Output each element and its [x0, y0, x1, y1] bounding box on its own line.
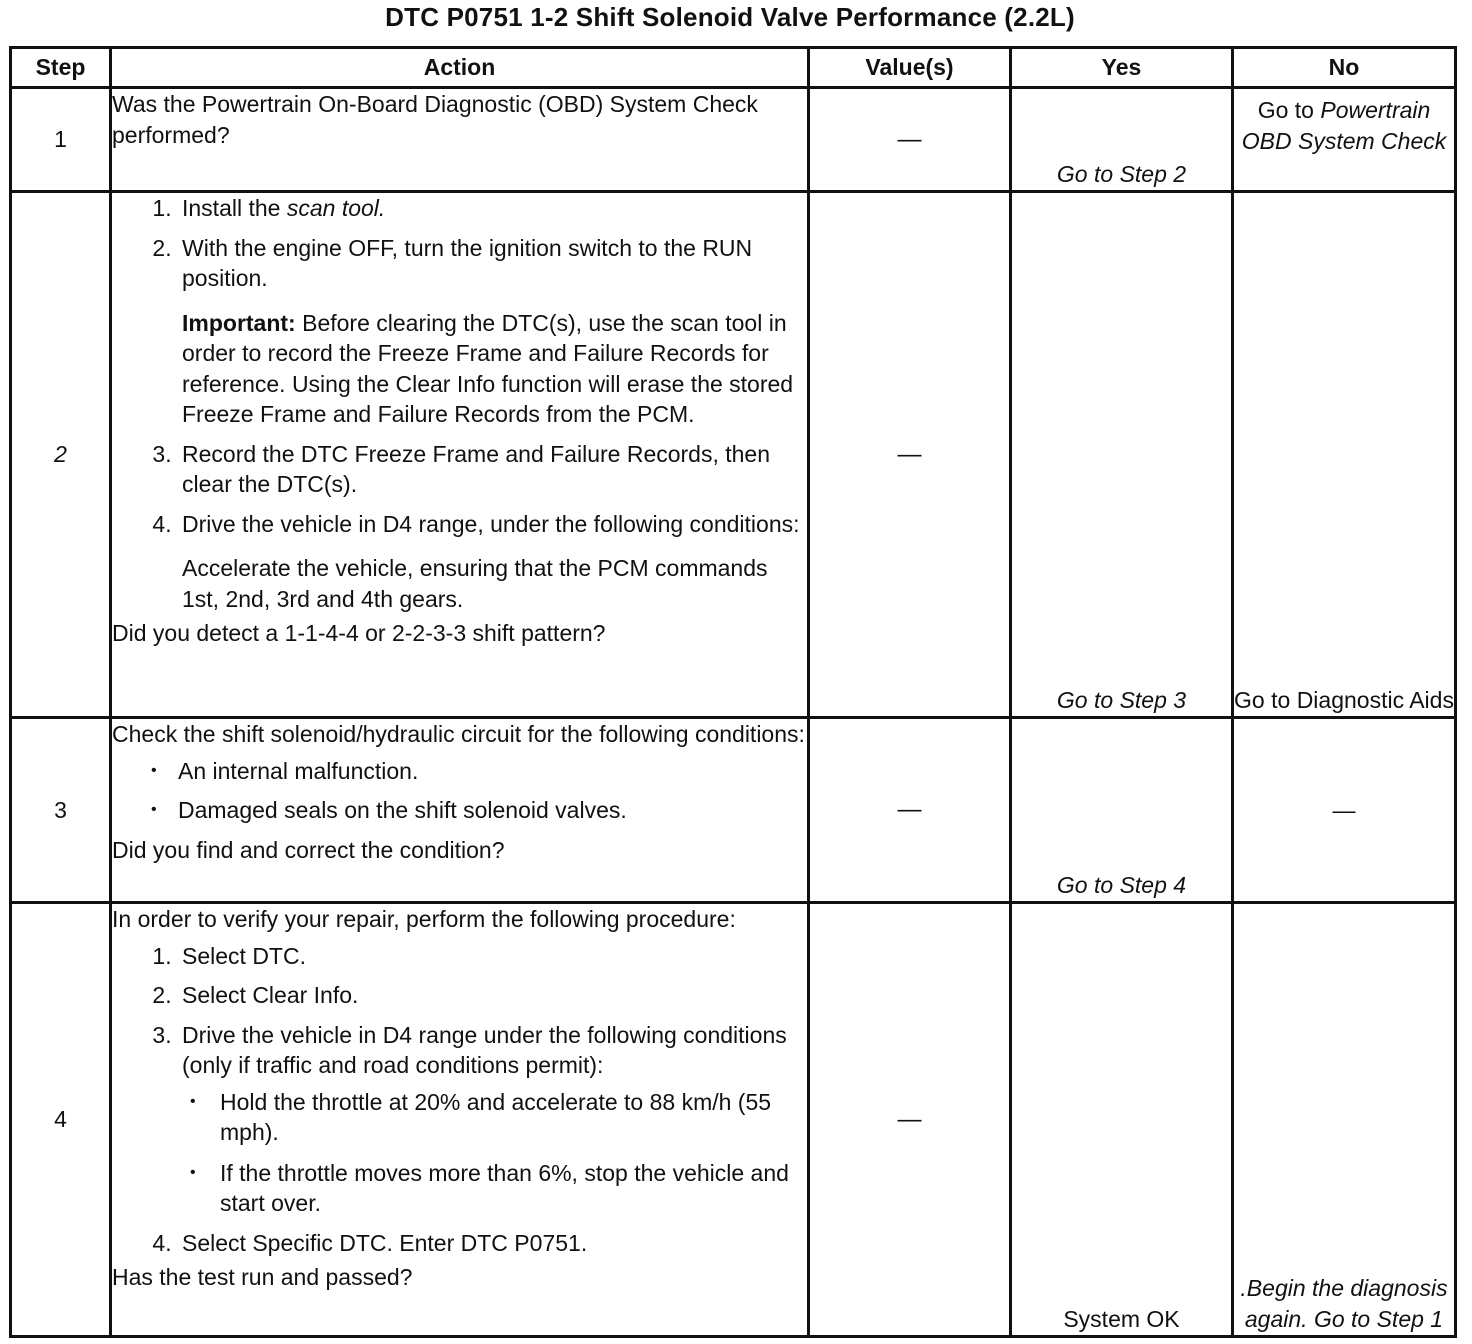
header-step: Step [11, 48, 111, 88]
header-row [11, 48, 1456, 88]
yes-cell: System OK [1011, 903, 1233, 1337]
value-cell: — [809, 88, 1011, 192]
table-row [11, 903, 1456, 1337]
action-cell [111, 192, 809, 718]
step-number: 1 [11, 88, 111, 192]
procedure-step: 1. Install the scan tool. [178, 193, 807, 224]
procedure-list [112, 193, 807, 614]
no-link-text: Powertrain OBD System Check [1241, 97, 1447, 154]
condition-item: • Hold the throttle at 20% and accelerate to 88 km/h (55 mph). [216, 1087, 807, 1148]
procedure-step: 4. Drive the vehicle in D4 range, under the following conditions: Accelerate the vehicle, ensuring that the PCM commands 1st, 2nd, 3rd and 4th gears. [178, 509, 807, 615]
value-cell: — [809, 192, 1011, 718]
condition-item: • An internal malfunction. [178, 756, 807, 787]
action-question: Has the test run and passed? [112, 1264, 413, 1290]
diagnostic-table [9, 46, 1457, 1338]
step-number: 2 [11, 192, 111, 718]
yes-cell: Go to Step 2 [1011, 88, 1233, 192]
yes-cell: Go to Step 3 [1011, 192, 1233, 718]
procedure-step: 3. Record the DTC Freeze Frame and Failure Records, then clear the DTC(s). [178, 439, 807, 500]
action-intro: Check the shift solenoid/hydraulic circuit for the following conditions: [112, 721, 805, 747]
condition-item: • Damaged seals on the shift solenoid valves. [178, 795, 807, 826]
action-question: Was the Powertrain On-Board Diagnostic (OBD) System Check performed? [112, 91, 758, 148]
header-yes: Yes [1011, 48, 1233, 88]
condition-list [182, 1087, 807, 1219]
procedure-list [112, 941, 807, 1259]
table-row [11, 192, 1456, 718]
procedure-substep: Accelerate the vehicle, ensuring that the PCM commands 1st, 2nd, 3rd and 4th gears. [182, 555, 768, 612]
no-cell: Go to Diagnostic Aids [1233, 192, 1456, 718]
condition-item: • If the throttle moves more than 6%, stop the vehicle and start over. [216, 1158, 807, 1219]
step-number: 4 [11, 903, 111, 1337]
procedure-step: 1. Select DTC. [178, 941, 807, 972]
value-cell: — [809, 903, 1011, 1337]
action-intro: In order to verify your repair, perform the following procedure: [112, 906, 736, 932]
table-row [11, 88, 1456, 192]
procedure-step: 3. Drive the vehicle in D4 range under the following conditions (only if traffic and road conditions permit): • Hold the throttle at 20% and accelerate to 88 km/h (55 mph). • If the throttle moves more than 6%, stop the vehicle and start over. [178, 1020, 807, 1219]
action-cell [111, 88, 809, 192]
procedure-step: 4. Select Specific DTC. Enter DTC P0751. [178, 1228, 807, 1259]
step-number: 3 [11, 718, 111, 903]
no-cell: — [1233, 718, 1456, 903]
no-text: Go to [1257, 97, 1314, 123]
procedure-step: 2. Select Clear Info. [178, 980, 807, 1011]
no-cell: .Begin the diagnosis again. Go to Step 1 [1233, 903, 1456, 1337]
header-values: Value(s) [809, 48, 1011, 88]
procedure-step: 2. With the engine OFF, turn the ignition switch to the RUN position. Important: Before clearing the DTC(s), use the scan tool in order to record the Freeze Frame and Failure Records for reference. Using the Clear Info function will erase the stored Freeze Frame and Failure Records from the PCM. [178, 233, 807, 430]
condition-list [112, 756, 807, 826]
no-cell [1233, 88, 1456, 192]
page-title: DTC P0751 1-2 Shift Solenoid Valve Performance (2.2L) [385, 2, 1075, 32]
action-question: Did you find and correct the condition? [112, 836, 505, 863]
action-cell [111, 903, 809, 1337]
action-cell [111, 718, 809, 903]
header-no: No [1233, 48, 1456, 88]
action-question: Did you detect a 1-1-4-4 or 2-2-3-3 shift pattern? [112, 620, 606, 646]
value-cell: — [809, 718, 1011, 903]
important-note: Important: Before clearing the DTC(s), use the scan tool in order to record the Freeze Frame and Failure Records for reference. Using the Clear Info function will erase the stored Freeze Frame and Failure Records from the PCM. [182, 309, 794, 427]
header-action: Action [111, 48, 809, 88]
yes-cell: Go to Step 4 [1011, 718, 1233, 903]
table-row [11, 718, 1456, 903]
